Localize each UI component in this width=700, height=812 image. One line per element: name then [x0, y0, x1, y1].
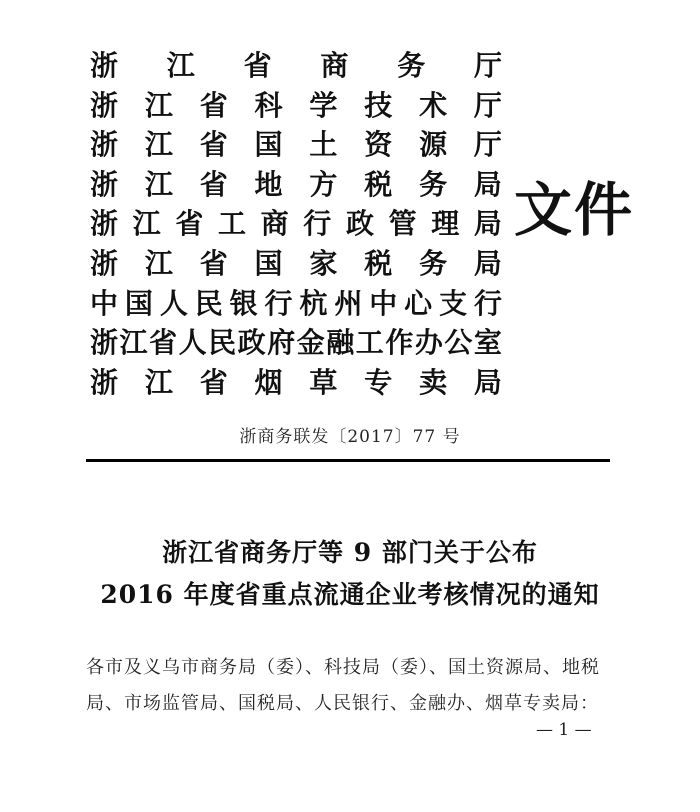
page-number: — 1 —: [536, 720, 592, 740]
issuer-name: 浙 江 省 商 务 厅: [90, 49, 502, 82]
issuer-name: 浙 江 省 烟 草 专 卖 局: [90, 365, 502, 399]
document-number: 浙商务联发〔2017〕77 号: [239, 427, 461, 447]
issuer-name: 浙 江 省 人 民 政 府 金 融 工 作 办 公 室: [90, 326, 502, 360]
issuer-name: 浙 江 省 国 家 税 务 局: [90, 246, 502, 280]
issuer-name: 浙 江 省 地 方 税 务 局: [90, 167, 502, 201]
issuer-name: 浙 江 省 国 土 资 源 厅: [90, 128, 502, 162]
issuer-name: 中 国 人 民 银 行 杭 州 中 心 支 行: [90, 286, 502, 320]
header-divider: [86, 459, 610, 462]
issuer-name: 浙 江 省 工 商 行 政 管 理 局: [90, 207, 502, 241]
title-line-2: 2016 年度省重点流通企业考核情况的通知: [100, 580, 600, 609]
document-word: 文件: [514, 176, 635, 244]
title-line-1: 浙江省商务厅等 9 部门关于公布: [162, 538, 538, 567]
issuer-name: 浙 江 省 科 学 技 术 厅: [90, 88, 502, 122]
issuer-list: [90, 46, 502, 402]
recipients: 各市及义乌市商务局（委）、科技局（委）、国土资源局、地税局、市场监管局、国税局、人民银行、金融办、烟草专卖局：: [86, 657, 600, 714]
